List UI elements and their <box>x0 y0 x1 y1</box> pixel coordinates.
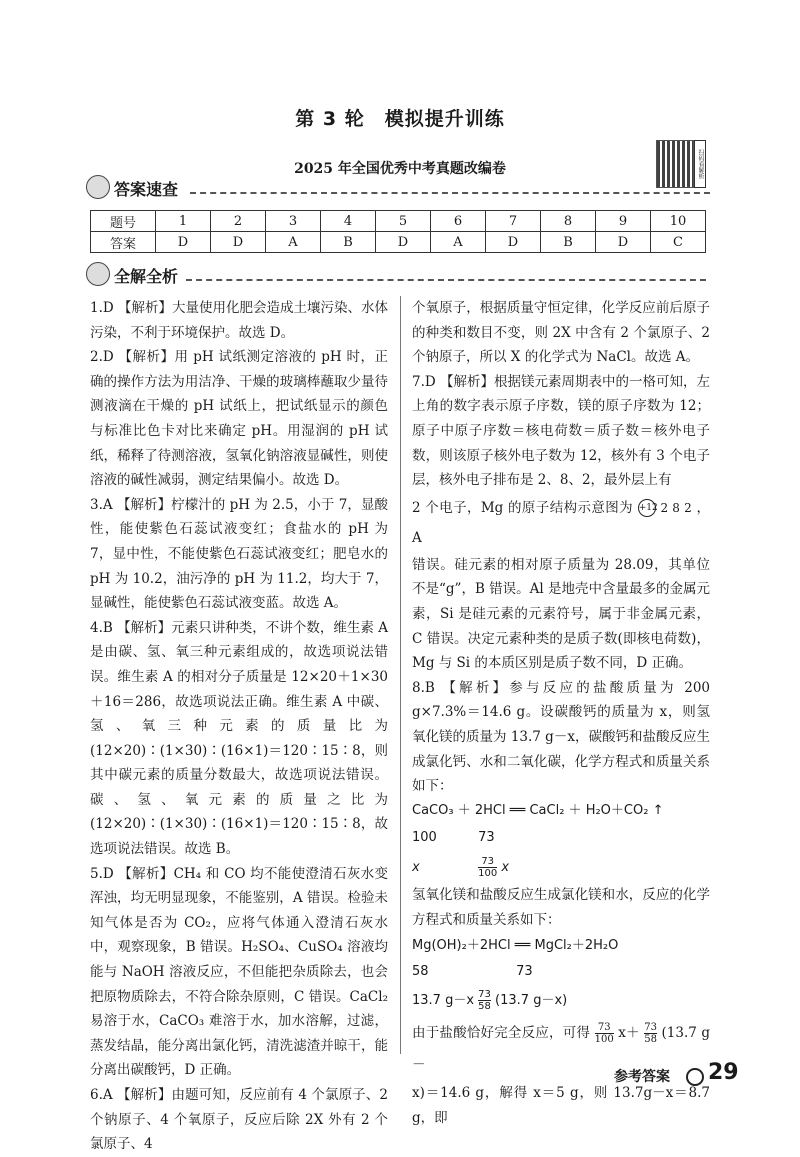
fraction-variable: x <box>501 860 510 876</box>
question-number: 5 <box>376 211 431 232</box>
fraction <box>595 1022 614 1045</box>
medal-icon <box>686 1068 704 1086</box>
answer-section-title: 答案速查 <box>114 180 179 199</box>
answer-cell: B <box>541 232 596 253</box>
answer-cell: A <box>266 232 321 253</box>
mass-value: 73 <box>516 964 533 980</box>
equation-mgoh2-unknowns <box>412 985 710 1017</box>
answer-explanation-6-continued: 个氧原子，根据质量守恒定律，化学反应前后原子的种类和数目不变，则 2X 中含有 2 个氯原子、2 个钠原子，所以 X 的化学式为 NaCl。故选 A。 <box>412 300 710 366</box>
reader-icon <box>86 262 110 286</box>
answer-explanation-2: 2.D 【解析】用 pH 试纸测定溶液的 pH 时，正确的操作方法为用洁净、干燥的玻璃棒蘸取少量待测液滴在干燥的 pH 试纸上，把试纸显示的颜色与标准比色卡对比来确定 pH。用湿润的 pH 试纸，稀释了待测溶液，氢氧化钠溶液显碱性，则使溶液的碱性减弱，测定结果偏小。故选 D。 <box>90 349 388 489</box>
fraction <box>478 989 491 1012</box>
question-number: 3 <box>266 211 321 232</box>
answer-cell: D <box>211 232 266 253</box>
fraction-variable: (13.7 g－x) <box>495 993 568 1009</box>
answer-cell: D <box>156 232 211 253</box>
fraction-numerator: 73 <box>478 856 497 868</box>
fraction-numerator: 73 <box>478 989 491 1001</box>
answer-explanation-8-part2: 氢氧化镁和盐酸反应生成氯化镁和水，反应的化学方程式和质量关系如下： <box>412 887 710 928</box>
answer-explanation-1: 1.D 【解析】大量使用化肥会造成土壤污染、水体污染，不利于环境保护。故选 D。 <box>90 300 388 341</box>
qr-side-text: 扫码看解析 <box>694 140 706 188</box>
row-label: 答案 <box>91 232 156 253</box>
decorative-vine <box>186 269 706 281</box>
answer-explanation-7-tail: ，A <box>412 499 710 546</box>
question-number: 10 <box>651 211 706 232</box>
paper-title: 2025 年全国优秀中考真题改编卷 <box>294 161 506 177</box>
question-number: 6 <box>431 211 486 232</box>
answer-table <box>90 210 706 253</box>
page-number: 29 <box>708 1060 739 1085</box>
left-column <box>90 296 388 1157</box>
answer-cell: D <box>596 232 651 253</box>
fraction-denominator: 58 <box>478 1001 491 1013</box>
question-number: 8 <box>541 211 596 232</box>
answer-explanation-8-part4: x)＝14.6 g，解得 x＝5 g，则 13.7g－x＝8.7 g，即 <box>412 1085 710 1126</box>
answer-explanation-7-text: 2 个电子，Mg 的原子结构示意图为 <box>412 499 634 516</box>
mass-value: 73 <box>478 830 495 846</box>
analysis-section-title: 全解全析 <box>114 267 179 286</box>
table-row <box>91 211 706 232</box>
answer-explanation-6: 6.A 【解析】由题可知，反应前有 4 个氯原子、2 个钠原子、4 个氧原子，反应后除 2X 外有 2 个氯原子、4 <box>90 1087 388 1153</box>
mass-value: 58 <box>412 964 429 980</box>
equation-caco3-masses <box>412 823 710 853</box>
text-segment: 由于盐酸恰好完全反应，可得 <box>412 1025 591 1042</box>
equation-caco3-unknowns <box>412 853 710 883</box>
footer-label: 参考答案 <box>614 1069 670 1085</box>
equation-mgoh2: Mg(OH)₂＋2HCl ══ MgCl₂＋2H₂O <box>412 938 619 954</box>
electron-shells: 2 8 2 <box>660 500 692 515</box>
fraction-denominator: 100 <box>594 1034 614 1046</box>
answer-cell: C <box>651 232 706 253</box>
fraction-denominator: 100 <box>478 868 498 880</box>
question-number: 4 <box>321 211 376 232</box>
answer-cell: A <box>431 232 486 253</box>
mass-value: 100 <box>412 830 437 846</box>
equation-mgoh2-masses <box>412 960 710 985</box>
mg-atom-structure-diagram <box>638 500 697 516</box>
table-row <box>91 232 706 253</box>
answer-explanation-8: 8.B 【解析】参与反应的盐酸质量为 200 g×7.3%＝14.6 g。设碳酸钙的质量为 x，则氢氧化镁的质量为 13.7 g－x，碳酸钙和盐酸反应生成氯化钙、水和二氧化碳，化学方程式和质量关系如下： <box>412 679 710 795</box>
row-label: 题号 <box>91 211 156 232</box>
qr-code-icon[interactable] <box>656 140 694 188</box>
answer-explanation-7-rest: 错误。硅元素的相对原子质量为 28.09，其单位不是“g”，B 错误。Al 是地壳中含量最多的金属元素，Si 是硅元素的元素符号，属于非金属元素，C 错误。决定元素种类的是质子数(即核电荷数)，Mg 与 Si 的本质区别是质子数不同，D 正确。 <box>412 556 711 672</box>
fraction <box>478 856 497 879</box>
question-number: 9 <box>596 211 651 232</box>
unknown-value: x <box>412 860 420 876</box>
right-column <box>412 296 710 1130</box>
decorative-vine <box>190 182 710 194</box>
equation-caco3: CaCO₃ ＋ 2HCl ══ CaCl₂ ＋ H₂O＋CO₂ ↑ <box>412 802 664 818</box>
fraction-numerator: 73 <box>595 1022 614 1034</box>
unknown-value: 13.7 g－x <box>412 993 475 1009</box>
question-number: 1 <box>156 211 211 232</box>
answer-cell: B <box>321 232 376 253</box>
answer-explanation-7: 7.D 【解析】根据镁元素周期表中的一格可知，左上角的数字表示原子序数，镁的原子序数为 12；原子中原子序数＝核电荷数＝质子数＝核外电子数，则该原子核外电子数为 12，核外有 3 个电子层，核外电子排布是 2、8、2，最外层上有 <box>412 373 710 489</box>
question-number: 7 <box>486 211 541 232</box>
answer-cell: D <box>486 232 541 253</box>
atom-structure-line <box>412 493 710 553</box>
column-divider <box>400 296 401 1054</box>
answer-cell: D <box>376 232 431 253</box>
answer-explanation-5: 5.D 【解析】CH₄ 和 CO 均不能使澄清石灰水变浑浊，均无明显现象，不能鉴别，A 错误。检验未知气体是否为 CO₂，应将气体通入澄清石灰水中，观察现象，B 错误。H₂SO₄、CuSO₄ 溶液均能与 NaOH 溶液反应，不但能把杂质除去，也会把原物质除去，不符合除杂原则，C 错误。CaCl₂ 易溶于水，CaCO₃ 难溶于水，加水溶解，过滤，蒸发结晶，能分离出氯化钙，清洗滤渣并晾干，能分离出碳酸钙，D 正确。 <box>90 865 388 1079</box>
answer-explanation-3: 3.A 【解析】柠檬汁的 pH 为 2.5，小于 7，显酸性，能使紫色石蕊试液变红；食盐水的 pH 为 7，显中性，不能使紫色石蕊试液变红；肥皂水的 pH 为 10.2，油污净的 pH 为 11.2，均大于 7，显碱性，能使紫色石蕊试液变蓝。故选 A。 <box>90 496 388 612</box>
text-segment: x＋ <box>618 1025 640 1042</box>
fraction-denominator: 58 <box>644 1034 658 1046</box>
round-title: 第 3 轮 模拟提升训练 <box>295 108 505 130</box>
fraction <box>644 1022 657 1045</box>
nucleus-icon: +12 <box>638 499 656 517</box>
answer-explanation-4: 4.B 【解析】元素只讲种类，不讲个数，维生素 A 是由碳、氢、氧三种元素组成的，故选项说法错误。维生素 A 的相对分子质量是 12×20＋1×30＋16＝286，故选项说法正确。维生素 A 中碳、氢、氧三种元素的质量比为(12×20)∶(1×30)∶(16×1)＝120∶15∶8，则其中碳元素的质量分数最大，故选项说法错误。碳、氢、氧元素的质量之比为(12×20)∶(1×30)∶(16×1)＝120∶15∶8，故选项说法错误。故选 B。 <box>90 619 388 858</box>
reader-icon <box>86 175 110 199</box>
text-segment: (13.7 g－ <box>412 1025 710 1074</box>
fraction-numerator: 73 <box>644 1022 658 1034</box>
question-number: 2 <box>211 211 266 232</box>
